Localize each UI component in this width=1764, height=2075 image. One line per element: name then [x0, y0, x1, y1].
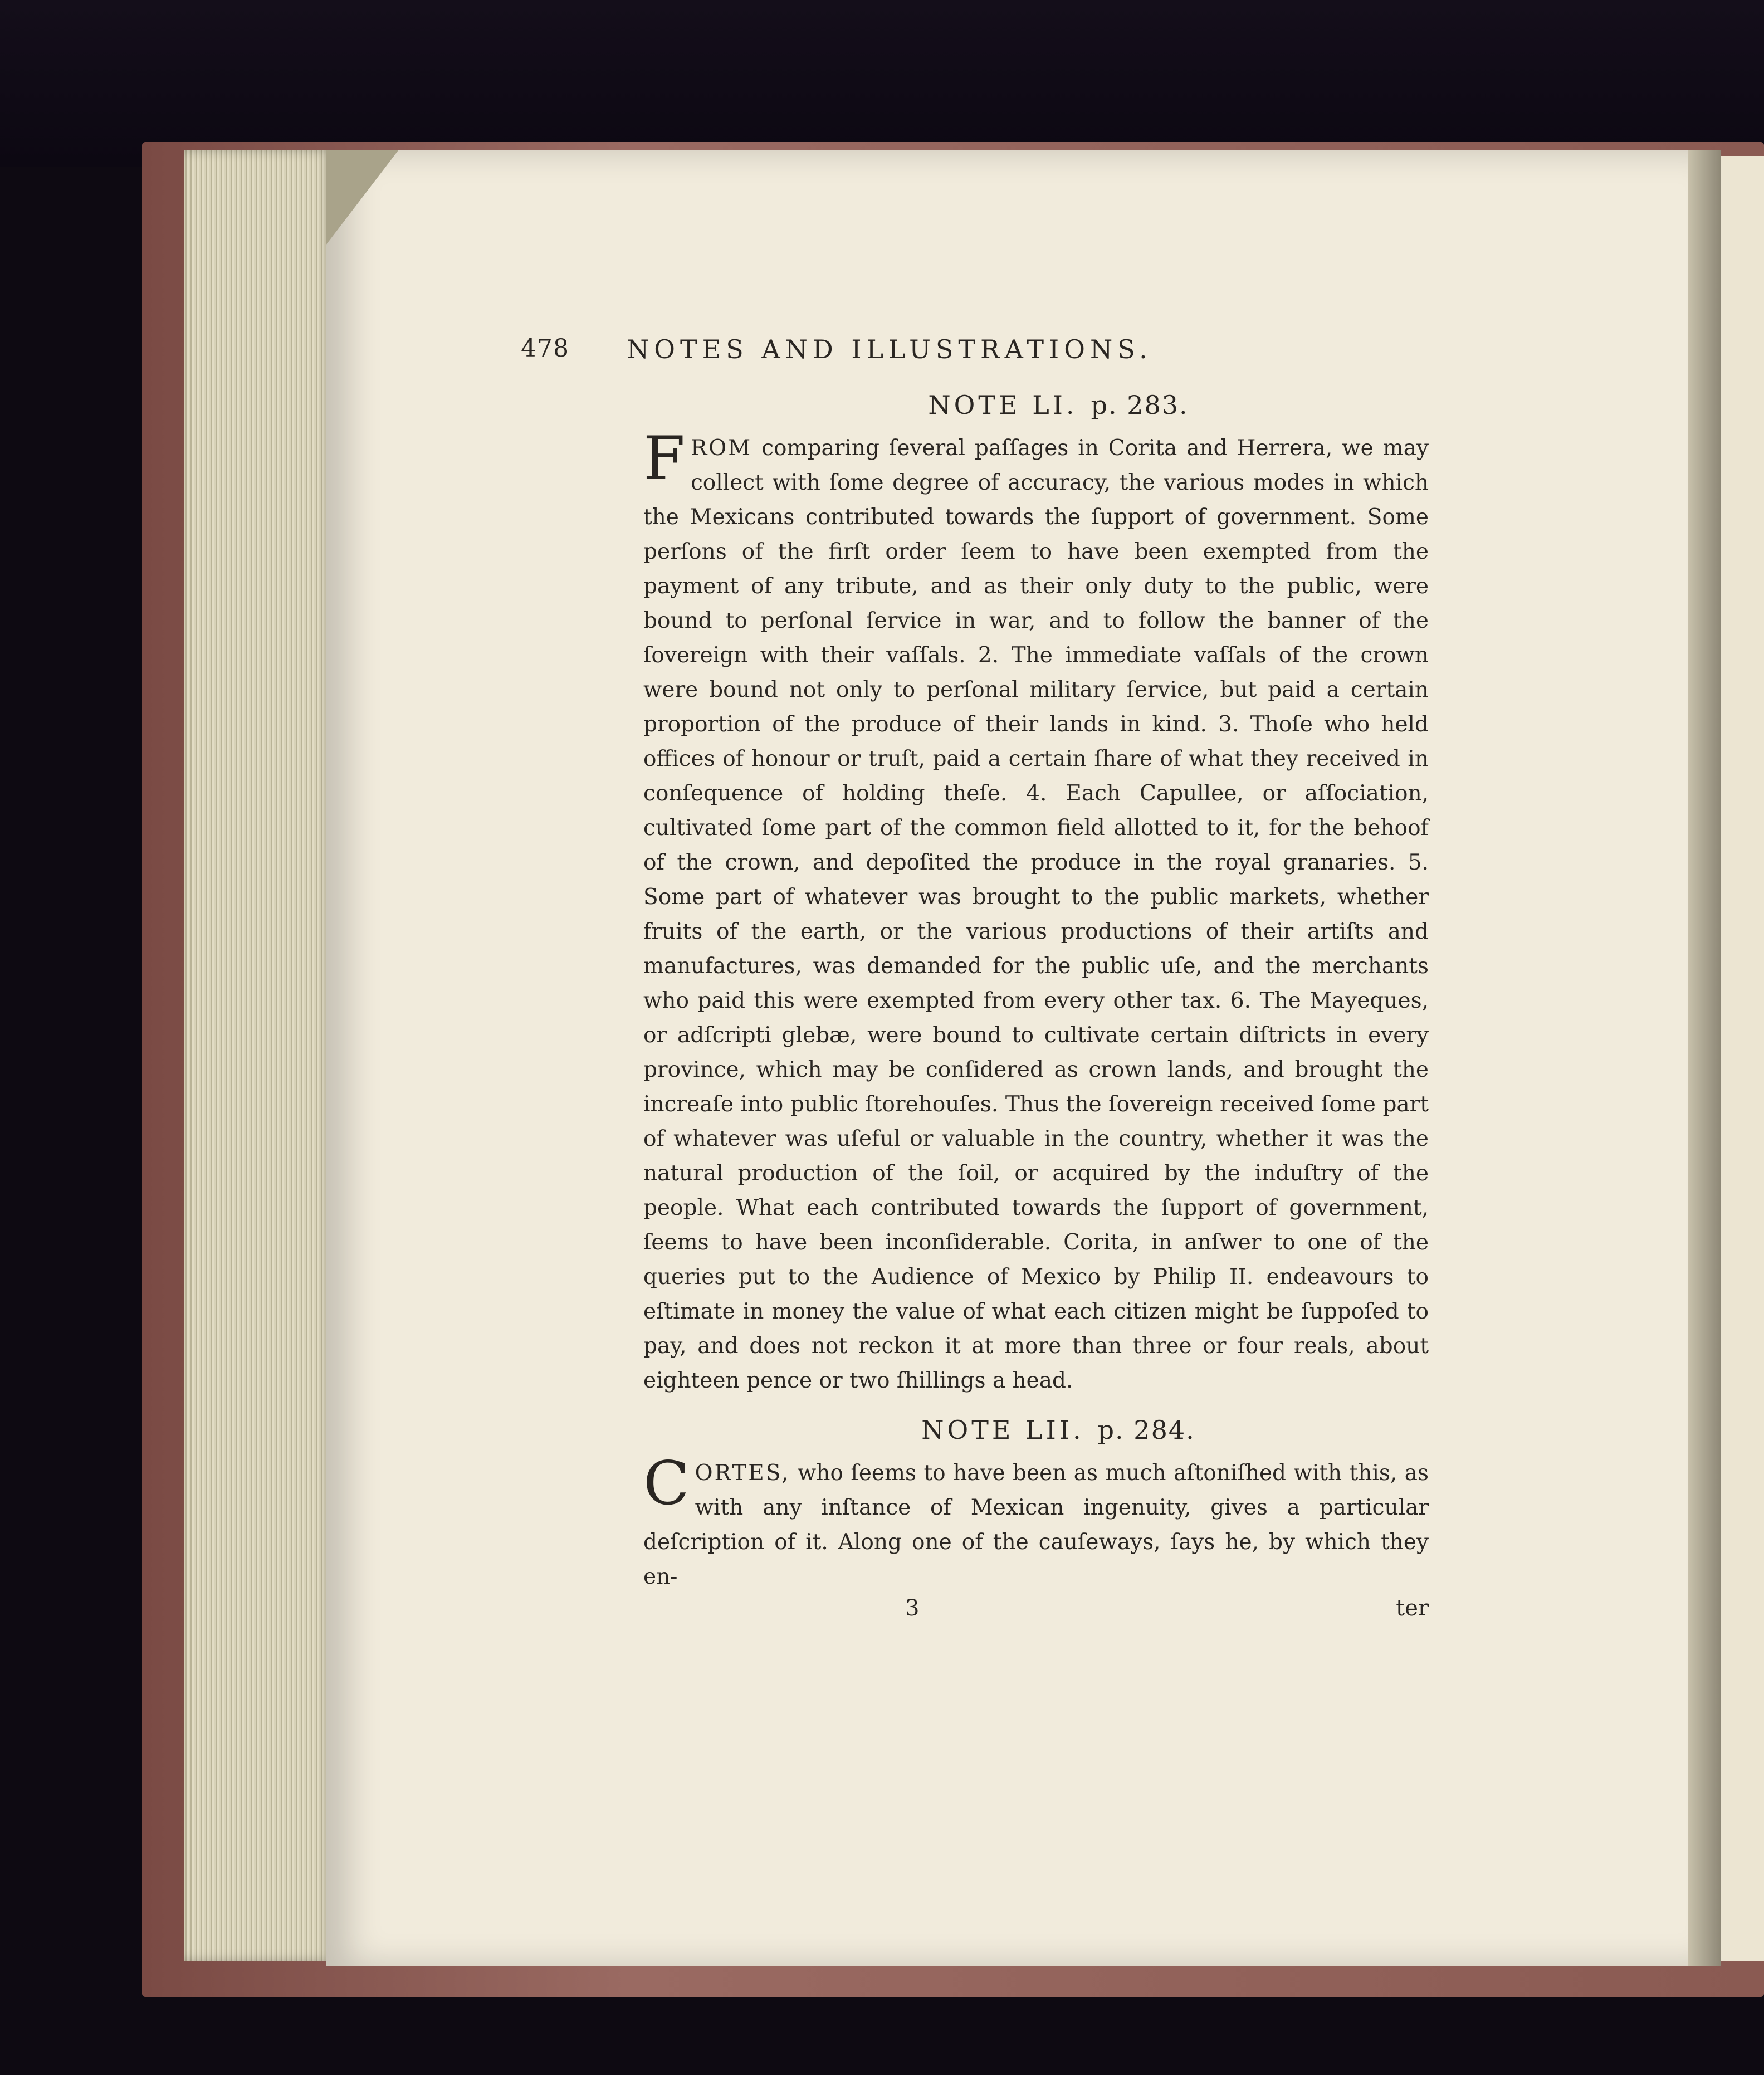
note-paragraph — [643, 1449, 1429, 1594]
book-gutter — [1688, 150, 1721, 1966]
running-title: NOTES AND ILLUSTRATIONS. — [627, 334, 1152, 364]
note-heading — [643, 1415, 1429, 1445]
note-body: who ſeems to have been as much aſtoniſhed with this, as with any inſtance of Mexican ingenuity, gives a particular deſcription of it. Along one of the cauſeways, ſays he, by which they en- — [643, 1461, 1429, 1589]
catchword: ter — [1396, 1595, 1429, 1621]
page-edges — [184, 150, 334, 1961]
note-heading — [643, 390, 1429, 420]
note-number: NOTE LI. — [928, 390, 1078, 420]
page-number: 478 — [521, 334, 569, 363]
folded-corner — [326, 150, 398, 245]
drop-initial: F — [643, 424, 685, 494]
note-page-ref: p. 283. — [1091, 390, 1189, 420]
note-page-ref: p. 284. — [1097, 1415, 1195, 1445]
note-paragraph — [643, 424, 1429, 1398]
note-body: comparing ſeveral paſſages in Corita and Herrera, we may collect with ſome degree of accuracy, the various modes in which the Mexicans contributed towards the ſupport of government. Some perſons of the firſt order ſeem to have been exempted from the payment of any tribute, and as their only duty to the public, were bound to perſonal ſervice in war, and to follow the banner of the ſovereign with their vaſſals. 2. The immediate vaſſals of the crown were bound not only to perſonal military ſervice, but paid a certain proportion of the produce of their lands in kind. 3. Thoſe who held offices of honour or truſt, paid a certain ſhare of what they received in conſequence of holding theſe. 4. Each Capullee, or aſſociation, cultivated ſome part of the common field allotted to it, for the behoof of the crown, and depoſited the produce in the royal granaries. 5. Some part of whatever was brought to the public markets, whether fruits of the earth, or the various productions of their artiſts and manufactures, was demanded for the public uſe, and the merchants who paid this were exempted from every other tax. 6. The Mayeques, or adſcripti glebæ, were bound to cultivate certain diſtricts in every province, which may be conſidered as crown lands, and brought the increaſe into public ſtorehouſes. Thus the ſovereign received ſome part of whatever was uſeful or valuable in the country, whether it was the natural production of the ſoil, or acquired by the induſtry of the people. What each contributed towards the ſupport of government, ſeems to have been inconſiderable. Corita, in anſwer to one of the queries put to the Audience of Mexico by Philip II. endeavours to eſtimate in money the value of what each citizen might be ſuppoſed to pay, and does not reckon it at more than three or four reals, about eighteen pence or two ſhillings a head. — [643, 436, 1429, 1393]
lead-caps: ROM — [690, 436, 752, 461]
signature-mark: 3 — [905, 1595, 920, 1621]
lead-caps: ORTES, — [695, 1461, 790, 1486]
page-content — [521, 334, 1429, 1634]
note-number: NOTE LII. — [921, 1415, 1084, 1445]
running-head — [521, 334, 1434, 373]
page-footer — [643, 1595, 1429, 1634]
drop-initial: C — [643, 1449, 690, 1519]
facing-page-edge — [1721, 156, 1764, 1961]
